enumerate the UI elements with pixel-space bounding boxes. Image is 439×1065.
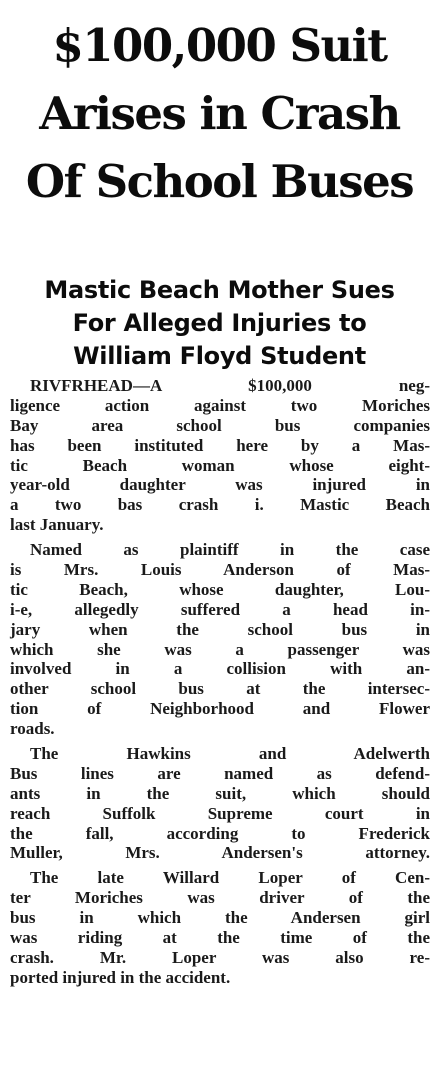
text-line: Muller, Mrs. Andersen's attorney. xyxy=(10,843,430,863)
text-line: i-e, allegedly suffered a head in- xyxy=(10,599,430,619)
text-line: is Mrs. Louis Anderson of Mas- xyxy=(10,560,430,580)
text-line: ported injured in the accident. xyxy=(10,967,231,987)
text-line: bus in which the Andersen girl xyxy=(10,908,430,928)
subheadline-line: For Alleged Injuries to xyxy=(72,308,367,337)
article-paragraph xyxy=(10,744,430,863)
text-line: roads. xyxy=(10,719,55,739)
text-line: which she was a passenger was xyxy=(10,639,430,659)
article-paragraph xyxy=(10,868,430,987)
text-line: was riding at the time of the xyxy=(10,928,430,948)
text-line: has been instituted here by a Mas- xyxy=(10,435,430,455)
text-line: The late Willard Loper of Cen- xyxy=(30,868,430,888)
text-line: jary when the school bus in xyxy=(10,619,430,639)
text-line: Bay area school bus companies xyxy=(10,415,430,435)
headline-line: Of School Buses xyxy=(25,155,414,208)
text-line: RIVFRHEAD—A $100,000 neg- xyxy=(30,376,430,395)
text-line: tion of Neighborhood and Flower xyxy=(10,699,430,719)
text-line: tic Beach, whose daughter, Lou- xyxy=(10,579,430,599)
text-line: ligence action against two Moriches xyxy=(10,395,430,415)
article-paragraph xyxy=(10,540,430,739)
subheadline xyxy=(6,274,433,373)
text-line: ter Moriches was driver of the xyxy=(10,888,430,908)
text-line: year-old daughter was injured in xyxy=(10,475,430,495)
text-line: reach Suffolk Supreme court in xyxy=(10,803,430,823)
text-line: tic Beach woman whose eight- xyxy=(10,455,430,475)
subheadline-line: Mastic Beach Mother Sues xyxy=(44,275,395,304)
text-line: other school bus at the intersec- xyxy=(10,679,430,699)
text-line: The Hawkins and Adelwerth xyxy=(30,744,430,764)
text-line: Named as plaintiff in the case xyxy=(30,540,430,560)
text-line: the fall, according to Frederick xyxy=(10,823,430,843)
text-line: involved in a collision with an- xyxy=(10,659,430,679)
text-line: Bus lines are named as defend- xyxy=(10,763,430,783)
text-line: a two bas crash i. Mastic Beach xyxy=(10,495,430,515)
article-paragraph xyxy=(10,376,430,535)
text-line: ants in the suit, which should xyxy=(10,783,430,803)
headline-line: $100,000 Suit xyxy=(52,19,387,72)
subheadline-line: William Floyd Student xyxy=(73,341,366,370)
headline-line: Arises in Crash xyxy=(39,87,400,140)
text-line: crash. Mr. Loper was also re- xyxy=(10,947,430,967)
article-body xyxy=(10,376,430,993)
text-line: last January. xyxy=(10,515,104,535)
headline xyxy=(4,12,435,216)
